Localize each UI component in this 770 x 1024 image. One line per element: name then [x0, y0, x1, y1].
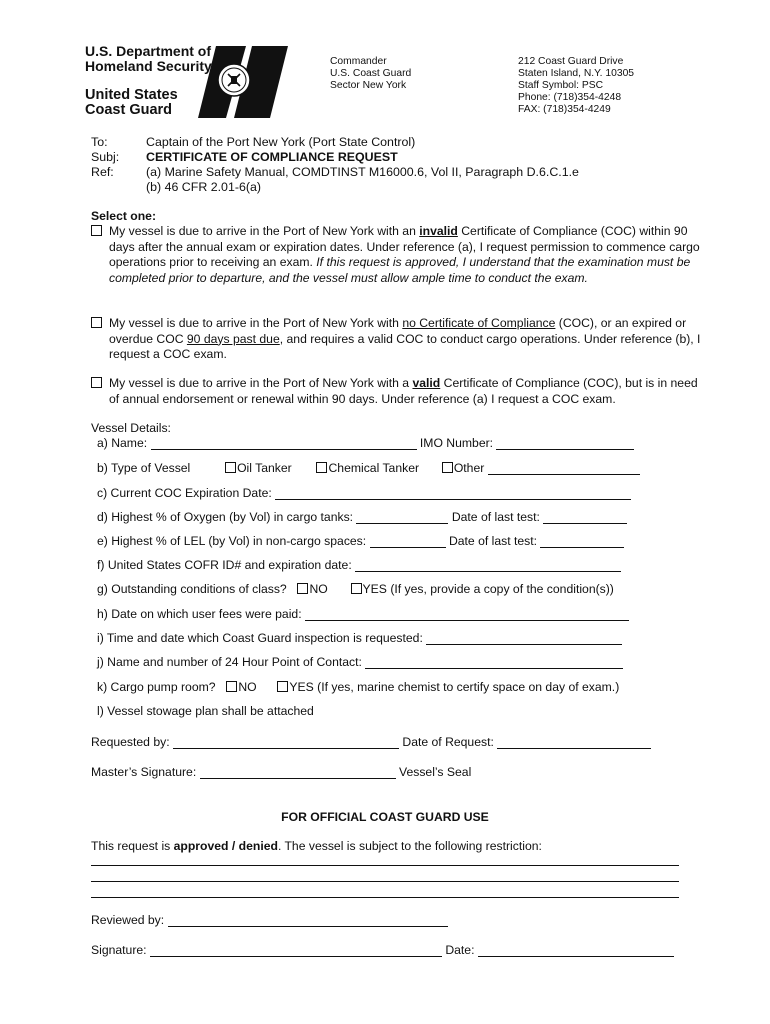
other-checkbox[interactable] — [442, 462, 453, 473]
uscg-name — [85, 88, 178, 118]
row-c — [97, 486, 631, 500]
oil-tanker-label: Oil Tanker — [237, 461, 292, 475]
requested-by-field[interactable] — [173, 736, 399, 749]
uscg-line-1: United States — [85, 87, 178, 103]
vessel-type-label: b) Type of Vessel — [97, 461, 191, 475]
class-yes-label: YES (If yes, provide a copy of the condition(s)) — [362, 582, 614, 596]
row-h — [97, 607, 629, 621]
row-a — [97, 436, 634, 450]
vessel-name-label: a) Name: — [97, 436, 148, 450]
address-line: Staten Island, N.Y. 10305 — [518, 68, 635, 79]
cofr-field[interactable] — [355, 559, 621, 572]
option-invalid-coc — [91, 224, 709, 286]
user-fees-label: h) Date on which user fees were paid: — [97, 607, 302, 621]
point-of-contact-field[interactable] — [365, 656, 623, 669]
subj-value: CERTIFICATE OF COMPLIANCE REQUEST — [146, 150, 398, 164]
official-statement — [91, 839, 542, 853]
option-text: My vessel is due to arrive in the Port of New York with an — [109, 224, 420, 238]
other-label: Other — [453, 461, 485, 475]
address-block-right — [518, 56, 634, 116]
uscg-line-2: Coast Guard — [85, 102, 173, 118]
lel-field[interactable] — [370, 535, 446, 548]
ref-a: (a) Marine Safety Manual, COMDTINST M16000.6, Vol II, Paragraph D.6.C.1.e — [146, 165, 579, 179]
requested-by-label: Requested by: — [91, 735, 170, 749]
ref-label: Ref: — [91, 165, 114, 179]
requested-by-row — [91, 735, 651, 749]
option-no-coc — [91, 316, 709, 363]
reviewed-by-label: Reviewed by: — [91, 913, 165, 927]
subj-label: Subj: — [91, 150, 120, 164]
signature-label: Signature: — [91, 943, 147, 957]
signature-row — [91, 943, 674, 957]
to-label: To: — [91, 135, 108, 149]
imo-field[interactable] — [496, 437, 634, 450]
lel-label: e) Highest % of LEL (by Vol) in non-cargo spaces: — [97, 534, 367, 548]
agency-line-2: Homeland Security — [85, 58, 212, 74]
option-keyword: 90 days past due — [186, 331, 280, 346]
option-note: If this request is approved, I understand that the examination must be completed prior to departure, and the vessel must allow ample time to conduct the exam. — [109, 255, 691, 285]
coc-expiration-field[interactable] — [275, 487, 631, 500]
option-invalid-checkbox[interactable] — [91, 225, 102, 236]
official-heading: FOR OFFICIAL COAST GUARD USE — [281, 810, 489, 824]
option-text: My vessel is due to arrive in the Port of New York with — [109, 316, 403, 330]
option-keyword: valid — [412, 376, 441, 390]
pump-room-no-label: NO — [238, 680, 257, 694]
option-text: Certificate of Compliance (COC) within 90 days after the annual exam or expiration dates. Under reference (a), I request permission to commence cargo operations prior to receiving an exam. — [109, 224, 700, 269]
restriction-line-1[interactable] — [91, 865, 679, 866]
option-no-coc-checkbox[interactable] — [91, 317, 102, 328]
date-of-request-label: Date of Request: — [402, 735, 494, 749]
coast-guard-emblem-icon — [198, 46, 290, 118]
other-field[interactable] — [488, 462, 640, 475]
masters-signature-label: Master’s Signature: — [91, 765, 197, 779]
restriction-line-3[interactable] — [91, 897, 679, 898]
user-fees-field[interactable] — [305, 608, 629, 621]
option-keyword: invalid — [419, 224, 458, 238]
reviewed-by-field[interactable] — [168, 914, 448, 927]
row-e — [97, 534, 624, 548]
address-line: Staff Symbol: PSC — [518, 80, 604, 91]
lel-date-field[interactable] — [540, 535, 624, 548]
select-heading: Select one: — [91, 209, 157, 223]
vessel-heading: Vessel Details: — [91, 421, 171, 435]
row-f — [97, 558, 621, 572]
official-text: . The vessel is subject to the following restriction: — [277, 839, 542, 853]
row-l: l) Vessel stowage plan shall be attached — [97, 704, 314, 718]
address-line: Sector New York — [330, 80, 407, 91]
signature-field[interactable] — [150, 944, 442, 957]
pump-room-yes-label: YES (If yes, marine chemist to certify space on day of exam.) — [289, 680, 620, 694]
agency-line-1: U.S. Department of — [85, 43, 212, 59]
reviewed-by-row — [91, 913, 448, 927]
row-g — [97, 582, 614, 596]
inspection-time-label: i) Time and date which Coast Guard inspection is requested: — [97, 631, 423, 645]
class-yes-checkbox[interactable] — [351, 583, 362, 594]
address-line: Commander — [330, 56, 387, 67]
address-line: U.S. Coast Guard — [330, 68, 412, 79]
cofr-label: f) United States COFR ID# and expiration date: — [97, 558, 352, 572]
address-line: 212 Coast Guard Drive — [518, 56, 624, 67]
row-d — [97, 510, 627, 524]
option-valid-checkbox[interactable] — [91, 377, 102, 388]
date-label: Date: — [445, 943, 475, 957]
imo-label: IMO Number: — [419, 436, 494, 450]
oxygen-date-field[interactable] — [543, 511, 627, 524]
chemical-tanker-checkbox[interactable] — [316, 462, 327, 473]
row-j — [97, 655, 623, 669]
oil-tanker-checkbox[interactable] — [225, 462, 236, 473]
option-text: , and requires a valid COC to conduct cargo operations. Under reference (b), I request a COC exam. — [109, 331, 701, 361]
agency-name — [85, 44, 212, 74]
vessels-seal-label: Vessel’s Seal — [399, 765, 472, 779]
option-keyword: no Certificate of Compliance — [402, 316, 556, 330]
ref-b: (b) 46 CFR 2.01-6(a) — [146, 180, 261, 194]
date-field[interactable] — [478, 944, 674, 957]
class-no-label: NO — [309, 582, 328, 596]
address-line: FAX: (718)354-4249 — [518, 104, 611, 115]
restriction-line-2[interactable] — [91, 881, 679, 882]
row-k — [97, 680, 619, 694]
class-conditions-label: g) Outstanding conditions of class? — [97, 582, 287, 596]
row-b — [97, 461, 640, 475]
class-no-checkbox[interactable] — [297, 583, 308, 594]
option-text: Certificate of Compliance (COC), but is in need of annual endorsement or renewal within 90 days. Under reference (a) I request a COC exam. — [109, 376, 698, 406]
vessel-name-field[interactable] — [151, 437, 417, 450]
official-text: This request is — [91, 839, 174, 853]
oxygen-label: d) Highest % of Oxygen (by Vol) in cargo tanks: — [97, 510, 354, 524]
to-value: Captain of the Port New York (Port State Control) — [146, 135, 416, 149]
address-line: Phone: (718)354-4248 — [518, 92, 622, 103]
approved-denied: approved / denied — [173, 839, 278, 853]
row-i — [97, 631, 622, 645]
oxygen-field[interactable] — [356, 511, 448, 524]
inspection-time-field[interactable] — [426, 632, 622, 645]
date-of-request-field[interactable] — [497, 736, 651, 749]
masters-signature-row — [91, 765, 471, 779]
option-text: My vessel is due to arrive in the Port of New York with a — [109, 376, 413, 390]
point-of-contact-label: j) Name and number of 24 Hour Point of Contact: — [97, 655, 362, 669]
pump-room-no-checkbox[interactable] — [226, 681, 237, 692]
pump-room-label: k) Cargo pump room? — [97, 680, 216, 694]
option-valid-coc — [91, 376, 709, 407]
coc-expiration-label: c) Current COC Expiration Date: — [97, 486, 272, 500]
pump-room-yes-checkbox[interactable] — [277, 681, 288, 692]
option-text: (COC), or an expired or overdue COC — [109, 316, 687, 346]
oxygen-date-label: Date of last test: — [451, 510, 540, 524]
lel-date-label: Date of last test: — [448, 534, 538, 548]
masters-signature-field[interactable] — [200, 766, 396, 779]
chemical-tanker-label: Chemical Tanker — [328, 461, 420, 475]
address-block-left — [330, 56, 411, 92]
